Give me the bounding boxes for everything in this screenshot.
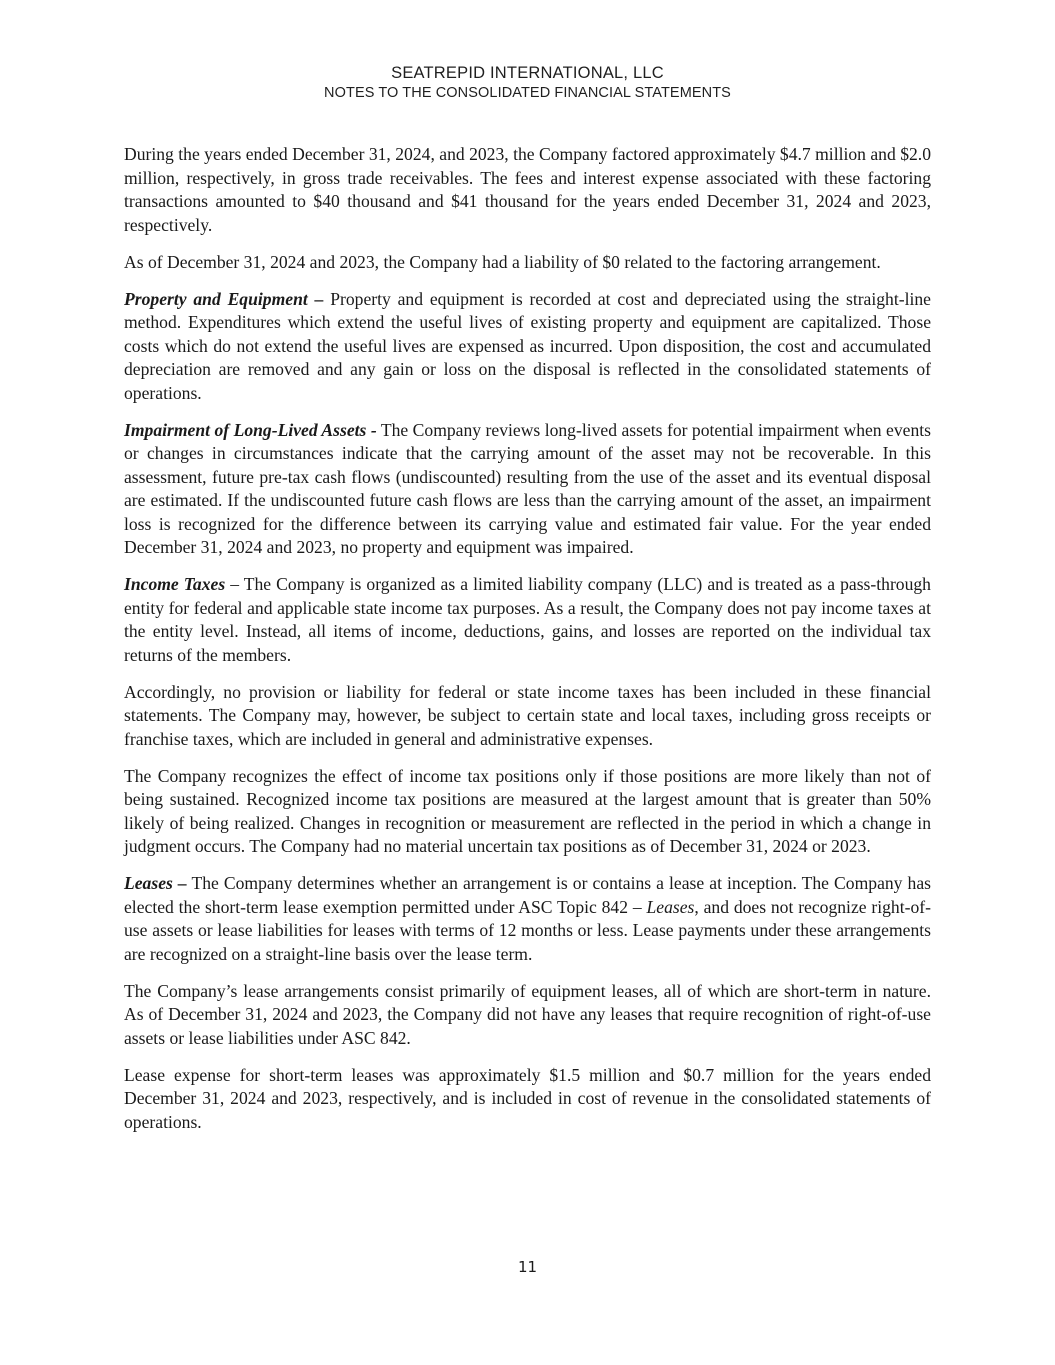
income-taxes-heading: Income Taxes <box>124 574 226 594</box>
impairment-heading: Impairment of Long-Lived Assets - <box>124 419 377 440</box>
leases-paragraph <box>124 872 931 966</box>
income-taxes-paragraph <box>124 573 931 667</box>
lease-expense-paragraph: Lease expense for short-term leases was approximately $1.5 million and $0.7 million for the years ended December 31, 2024 and 2023, respectively, and is included in cost of revenue in the consolidated statements of operations. <box>124 1064 931 1132</box>
property-equipment-heading: Property and Equipment – <box>124 288 324 309</box>
factoring-liability-paragraph: As of December 31, 2024 and 2023, the Company had a liability of $0 related to the factoring arrangement. <box>124 251 881 272</box>
company-name: SEATREPID INTERNATIONAL, LLC <box>391 64 664 82</box>
notes-body <box>124 143 931 1148</box>
income-taxes-text: – The Company is organized as a limited liability company (LLC) and is treated as a pass-through entity for federal and applicable state income tax purposes. As a result, the Company does not pay income taxes at the entity level. Instead, all items of income, deductions, gains, and losses are reported on the individual tax returns of the members. <box>124 574 931 665</box>
leases-italic: Leases <box>646 896 695 917</box>
leases-heading: Leases – <box>124 873 187 893</box>
income-tax-positions-paragraph: The Company recognizes the effect of income tax positions only if those positions are more likely than not of being sustained. Recognized income tax positions are measured at the largest amount that is greater than 50% likely of being realized. Changes in recognition or measurement are reflected in the period in which a change in judgment occurs. The Company had no material uncertain tax positions as of December 31, 2024 or 2023. <box>124 765 931 856</box>
lease-arrangements-paragraph: The Company’s lease arrangements consist primarily of equipment leases, all of which are short-term in nature. As of December 31, 2024 and 2023, the Company did not have any leases that require recognition of right-of-use assets or lease liabilities under ASC 842. <box>124 980 931 1048</box>
page-number: 11 <box>517 1258 538 1276</box>
property-equipment-paragraph <box>124 288 931 406</box>
property-equipment-text: Property and equipment is recorded at cost and depreciated using the straight-line method. Expenditures which extend the useful lives of existing property and equipment are capitalized. Those costs which do not extend the useful lives are expensed as incurred. Upon disposition, the cost and accumulated depreciation are removed and any gain or loss on the disposal is reflected in the consolidated statements of operations. <box>124 288 931 403</box>
impairment-text: The Company reviews long-lived assets for potential impairment when events or changes in circumstances indicate that the carrying amount of the asset may not be recoverable. In this assessment, future pre-tax cash flows (undiscounted) resulting from the use of the asset and its eventual disposal are estimated. If the undiscounted future cash flows are less than the carrying amount of the asset, an impairment loss is recognized for the difference between its carrying value and estimated fair value. For the year ended December 31, 2024 and 2023, no property and equipment was impaired. <box>124 419 932 557</box>
leases-text-b: , and does not recognize right-of-use assets or lease liabilities for leases with terms of 12 months or less. Lease payments under these arrangements are recognized on a straight-line basis over the lease term. <box>124 896 931 964</box>
page-header <box>0 62 1055 102</box>
impairment-paragraph <box>124 419 931 560</box>
leases-text-a: The Company determines whether an arrangement is or contains a lease at inception. The Company has elected the short-term lease exemption permitted under ASC Topic 842 – <box>124 873 931 917</box>
factoring-paragraph: During the years ended December 31, 2024, and 2023, the Company factored approximately $4.7 million and $2.0 million, respectively, in gross trade receivables. The fees and interest expense associated with these factoring transactions amounted to $40 thousand and $41 thousand for the years ended December 31, 2024 and 2023, respectively. <box>124 144 931 235</box>
document-subtitle: NOTES TO THE CONSOLIDATED FINANCIAL STATEMENTS <box>324 85 731 101</box>
income-taxes-provision-paragraph: Accordingly, no provision or liability for federal or state income taxes has been included in these financial statements. The Company may, however, be subject to certain state and local taxes, including gross receipts or franchise taxes, which are included in general and administrative expenses. <box>124 681 931 749</box>
